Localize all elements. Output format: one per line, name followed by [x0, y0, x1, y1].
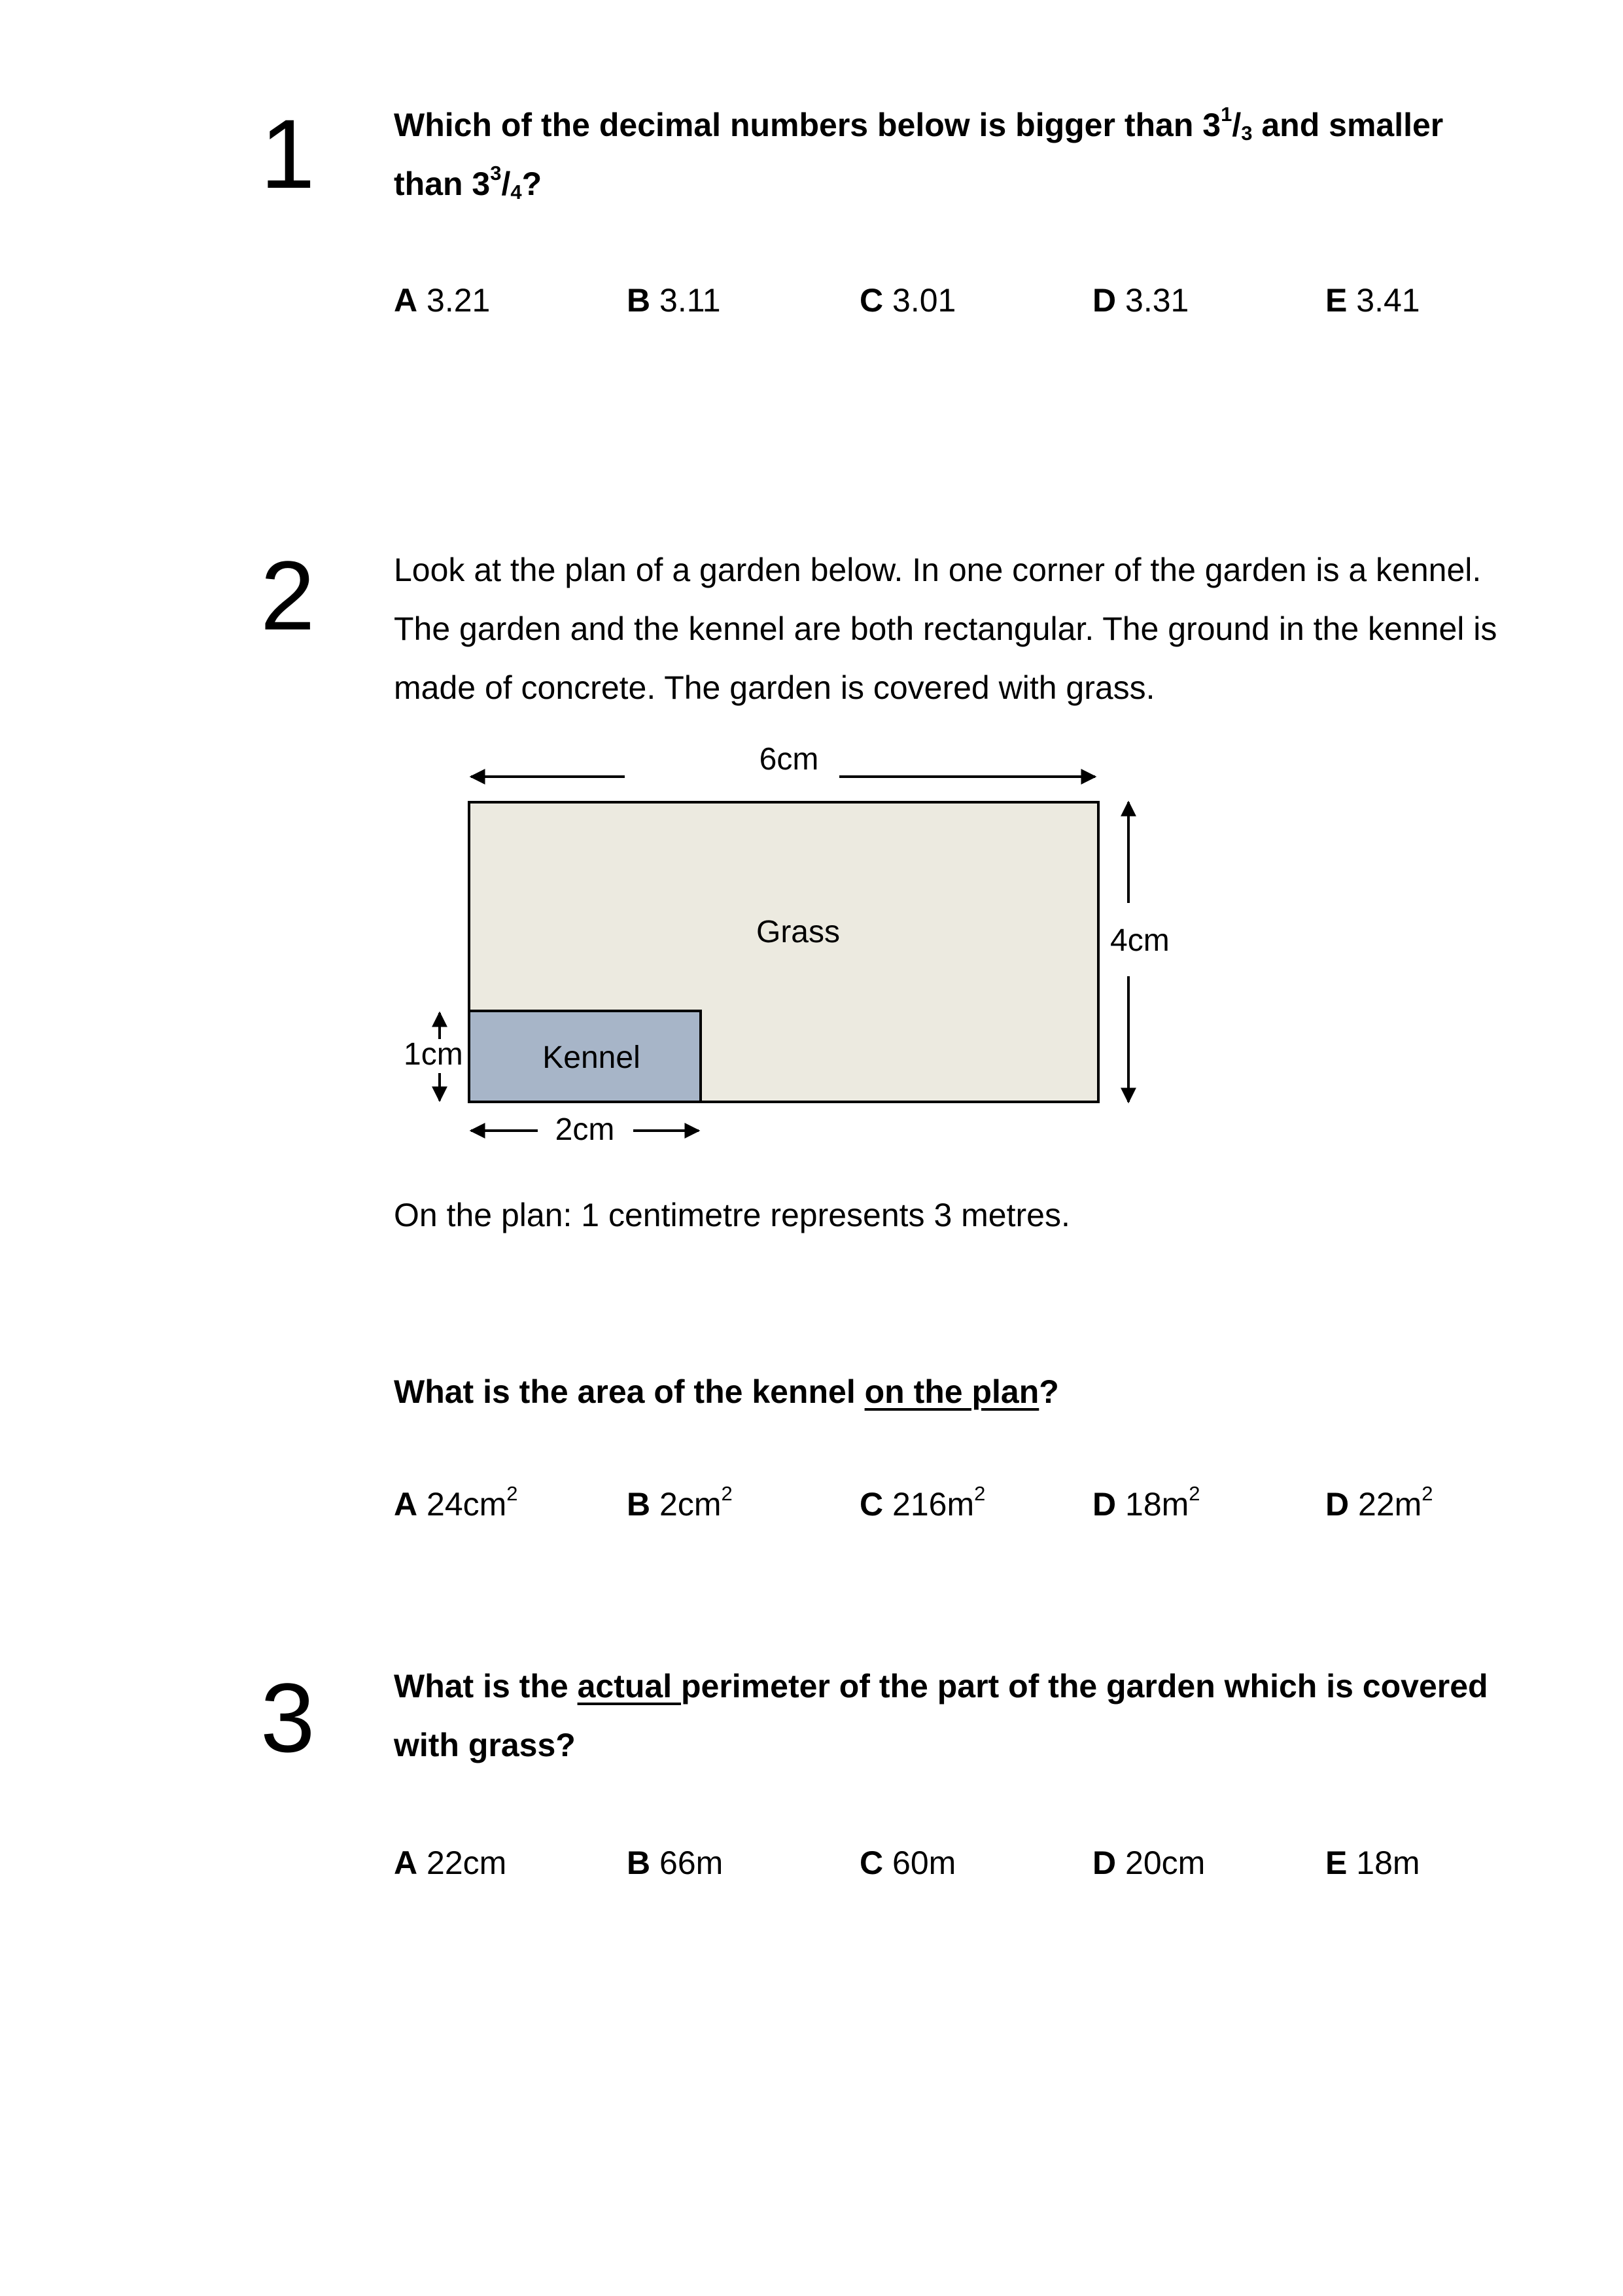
option-value: 216m	[892, 1486, 975, 1523]
q3-text-part: perimeter of the part of the garden which is covered with grass?	[394, 1668, 1488, 1763]
q1-text-part: Which of the decimal numbers below is bigger than 3	[394, 107, 1221, 143]
option-letter: B	[627, 1486, 651, 1523]
option-value: 3.01	[892, 282, 956, 319]
option-value: 22m	[1358, 1486, 1422, 1523]
fraction-one-third	[1221, 102, 1253, 145]
option-letter: B	[627, 1845, 651, 1881]
option-d[interactable]	[1092, 1481, 1200, 1523]
q3-text-part: What is the	[394, 1668, 578, 1704]
option-a[interactable]	[394, 1481, 518, 1523]
option-c[interactable]	[860, 281, 956, 319]
question-number-2: 2	[260, 540, 315, 650]
option-c[interactable]	[860, 1844, 956, 1882]
q1-text-part: and smaller than 3	[394, 107, 1444, 202]
kennel-label: Kennel	[542, 1040, 640, 1075]
option-value: 2cm	[659, 1486, 722, 1523]
option-letter: E	[1325, 1845, 1348, 1881]
option-letter: A	[394, 282, 418, 319]
option-value: 3.11	[659, 282, 721, 319]
option-exponent: 2	[721, 1481, 733, 1505]
option-letter: D	[1092, 1845, 1117, 1881]
option-exponent: 2	[506, 1481, 518, 1505]
option-exponent: 2	[1422, 1481, 1433, 1505]
option-value: 3.41	[1356, 282, 1420, 319]
option-a[interactable]	[394, 1844, 506, 1882]
option-letter: C	[860, 1486, 884, 1523]
question-number-1: 1	[260, 99, 315, 209]
q2-text-part: ?	[1039, 1373, 1059, 1410]
option-letter: D	[1092, 1486, 1117, 1523]
option-letter: D	[1092, 282, 1117, 319]
question-2-intro: Look at the plan of a garden below. In one corner of the garden is a kennel. The garden and the kennel are both rectangular. The ground in the kennel is made of concrete. The garden is covered with grass.	[394, 552, 1497, 706]
option-letter: B	[627, 282, 651, 319]
question-number-3: 3	[260, 1663, 315, 1773]
option-letter: E	[1325, 282, 1348, 319]
kennel-width-label: 2cm	[555, 1112, 615, 1147]
question-2-text	[394, 1362, 1519, 1421]
fraction-numerator: 3	[490, 161, 502, 185]
option-a[interactable]	[394, 281, 490, 319]
q2-text-part: What is the area of the kennel	[394, 1373, 865, 1410]
option-value: 60m	[892, 1845, 956, 1881]
option-value: 18m	[1356, 1845, 1420, 1881]
option-d-second[interactable]	[1325, 1481, 1433, 1523]
option-e[interactable]	[1325, 281, 1420, 319]
option-d[interactable]	[1092, 281, 1189, 319]
option-exponent: 2	[1189, 1481, 1200, 1505]
option-c[interactable]	[860, 1481, 986, 1523]
fraction-denominator: 3	[1241, 122, 1253, 145]
option-value: 18m	[1125, 1486, 1189, 1523]
question-3-text	[394, 1657, 1519, 1775]
option-letter: C	[860, 1845, 884, 1881]
option-e[interactable]	[1325, 1844, 1420, 1882]
garden-plan-diagram	[366, 746, 1217, 1165]
option-letter: A	[394, 1845, 418, 1881]
q1-text-part: ?	[521, 166, 542, 202]
option-value: 66m	[659, 1845, 724, 1881]
option-letter: C	[860, 282, 884, 319]
fraction-numerator: 1	[1221, 102, 1232, 126]
option-value: 20cm	[1125, 1845, 1206, 1881]
fraction-slash: /	[1232, 107, 1242, 143]
scale-note: On the plan: 1 centimetre represents 3 metres.	[394, 1197, 1070, 1233]
grass-label: Grass	[756, 915, 841, 949]
option-b[interactable]	[627, 1844, 723, 1882]
q2-underlined-text: on the plan	[864, 1373, 1039, 1410]
option-letter: D	[1325, 1486, 1350, 1523]
option-exponent: 2	[974, 1481, 986, 1505]
option-value: 24cm	[427, 1486, 507, 1523]
option-value: 22cm	[427, 1845, 507, 1881]
question-1-text	[394, 96, 1519, 213]
option-d[interactable]	[1092, 1844, 1205, 1882]
option-value: 3.31	[1125, 282, 1189, 319]
height-label: 4cm	[1110, 923, 1170, 958]
option-b[interactable]	[627, 281, 721, 319]
kennel-height-label: 1cm	[404, 1037, 463, 1072]
fraction-denominator: 4	[510, 181, 522, 204]
width-label: 6cm	[759, 746, 819, 777]
fraction-three-quarters	[490, 161, 522, 204]
option-b[interactable]	[627, 1481, 733, 1523]
option-value: 3.21	[427, 282, 491, 319]
q3-underlined-text: actual	[577, 1668, 681, 1704]
fraction-slash: /	[501, 166, 511, 202]
option-letter: A	[394, 1486, 418, 1523]
